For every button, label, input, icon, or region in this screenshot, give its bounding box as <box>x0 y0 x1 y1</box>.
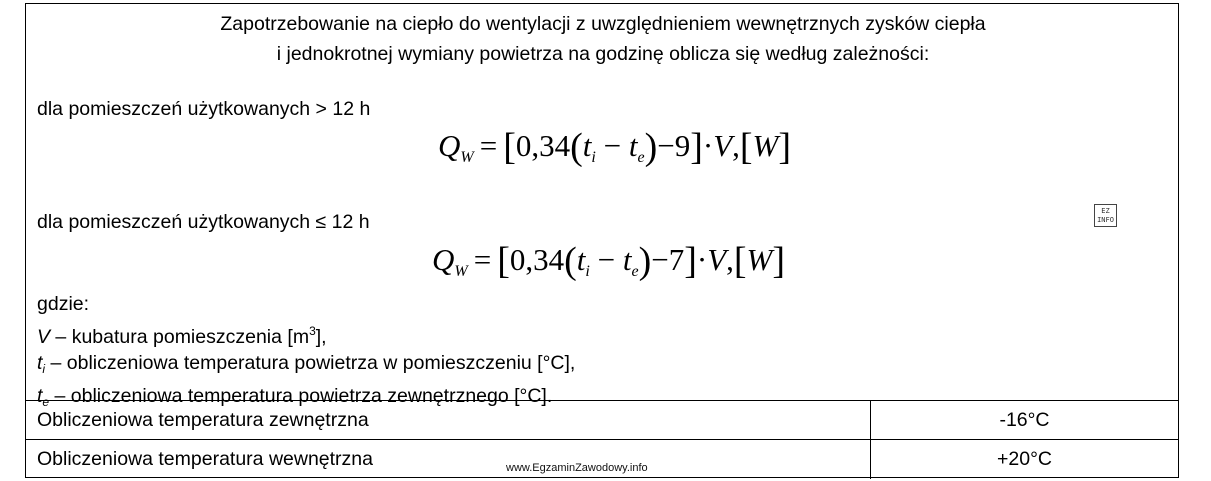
document-frame <box>25 3 1179 478</box>
table-row-label: Obliczeniowa temperatura zewnętrzna <box>37 409 369 431</box>
table-row <box>26 400 1178 440</box>
formula-te: t <box>622 242 632 277</box>
formula-unit-rbracket: ] <box>772 240 786 282</box>
formula-coef: 0,34 <box>509 242 565 277</box>
definition-v <box>37 318 575 351</box>
formula-te-sub: e <box>631 263 639 280</box>
formula-lbracket: [ <box>497 240 510 282</box>
formula-minus: − <box>603 128 622 163</box>
definition-v-symbol: V <box>37 325 51 348</box>
formula-constant: 7 <box>668 242 685 277</box>
definition-v-end: ], <box>315 325 327 348</box>
table-row-value: +20°C <box>997 448 1052 470</box>
formula-v: V <box>707 242 727 277</box>
formula-unit-rbracket: ] <box>778 126 792 168</box>
formula-te-sub: e <box>637 149 645 166</box>
definition-ti-symbol: t <box>37 352 43 374</box>
table-row-value: -16°C <box>999 409 1050 431</box>
definition-te-symbol: t <box>37 384 43 407</box>
formula-v: V <box>713 128 733 163</box>
formula-comma: , <box>732 128 740 163</box>
case1-label: dla pomieszczeń użytkowanych > 12 h <box>37 98 371 120</box>
definition-te-sub: e <box>42 394 50 409</box>
formula-case2: $Q_W = [0,34(t_i - t_e)-7]\cdot V,[W]$ <box>432 240 786 282</box>
formula-ti: t <box>576 242 586 277</box>
formula-dot: · <box>702 128 714 163</box>
definition-ti <box>37 350 575 383</box>
logo-line-2: INFO <box>1097 215 1114 224</box>
case2-label: dla pomieszczeń użytkowanych ≤ 12 h <box>37 211 370 233</box>
formula-q: Q <box>438 128 461 163</box>
definitions <box>37 291 575 415</box>
table-row-label: Obliczeniowa temperatura wewnętrzna <box>37 448 373 470</box>
definition-v-exponent: 3 <box>309 323 316 338</box>
formula-ti-sub: i <box>591 149 596 166</box>
intro-line-2: i jednokrotnej wymiany powietrza na godzinę oblicza się według zależności: <box>276 43 930 65</box>
formula-constant: 9 <box>674 128 691 163</box>
formula-eq: = <box>473 242 492 277</box>
definitions-intro: gdzie: <box>37 293 90 315</box>
definition-v-text: – kubatura pomieszczenia [m <box>50 325 310 348</box>
definition-te-text: – obliczeniowa temperatura powietrza zewnętrznego [°C]. <box>49 384 553 407</box>
formula-q: Q <box>432 242 455 277</box>
formula-lbracket: [ <box>503 126 516 168</box>
formula-minus-2: − <box>657 128 675 163</box>
ez-info-logo-icon <box>1094 204 1117 227</box>
definition-ti-text: – obliczeniowa temperatura powietrza w pomieszczeniu [°C], <box>45 352 576 374</box>
intro-line-1: Zapotrzebowanie na ciepło do wentylacji z uwzględnieniem wewnętrznych zysków ciepła <box>220 13 986 35</box>
formula-unit-lbracket: [ <box>739 126 753 168</box>
formula-rbracket: ] <box>690 126 703 168</box>
formula-eq: = <box>479 128 498 163</box>
formula-ti-sub: i <box>585 263 590 280</box>
formula-comma: , <box>726 242 734 277</box>
formula-q-sub: W <box>454 263 468 280</box>
formula-unit-lbracket: [ <box>733 240 747 282</box>
formula-coef: 0,34 <box>515 128 571 163</box>
formula-case1: $Q_W = [0,34(t_i - t_e)-9]\cdot V,[W]$ <box>438 126 792 168</box>
formula-q-sub: W <box>460 149 474 166</box>
intro-text <box>26 9 1180 69</box>
formula-minus: − <box>597 242 616 277</box>
formula-dot: · <box>696 242 708 277</box>
formula-unit: W <box>752 128 779 163</box>
logo-line-1: EZ <box>1101 206 1110 215</box>
formula-minus-2: − <box>651 242 669 277</box>
definition-ti-sub: i <box>42 362 46 376</box>
watermark: www.EgzaminZawodowy.info <box>506 462 648 474</box>
formula-rbracket: ] <box>684 240 697 282</box>
formula-te: t <box>628 128 638 163</box>
formula-unit: W <box>746 242 773 277</box>
formula-ti: t <box>582 128 592 163</box>
